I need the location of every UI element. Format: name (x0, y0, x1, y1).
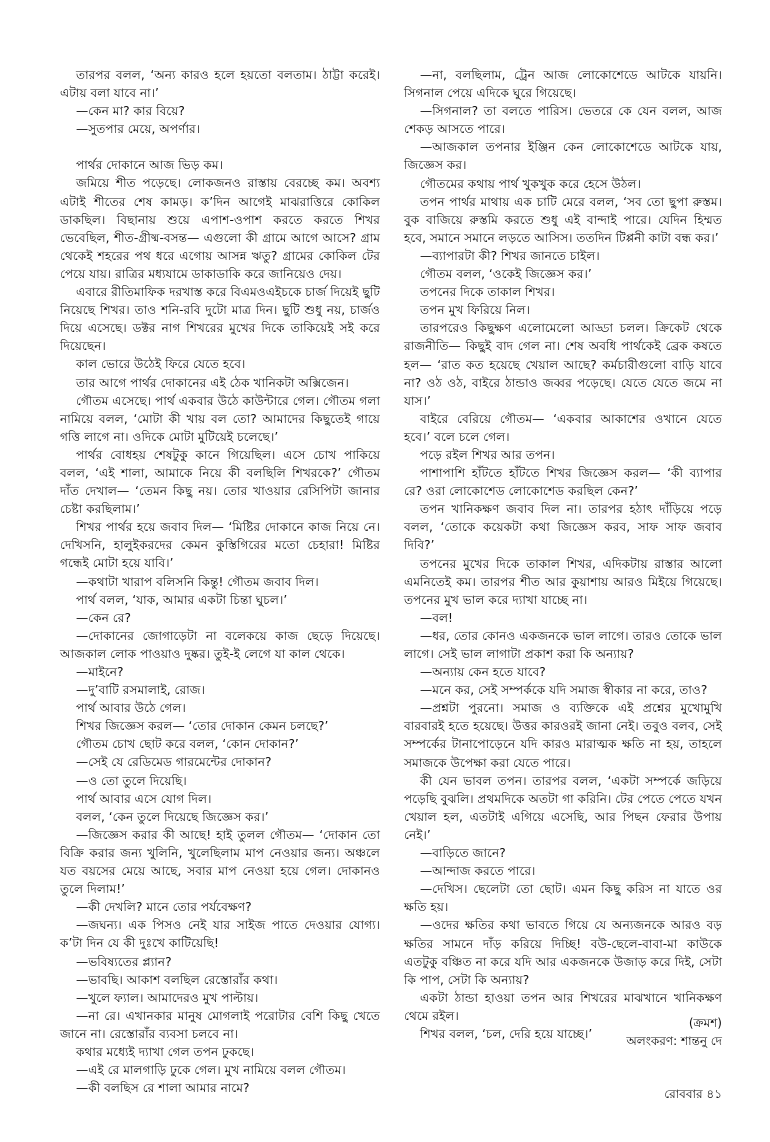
paragraph: পড়ে রইল শিখর আর তপন। (420, 447, 555, 462)
paragraph: গৌতম এসেছে। পার্থ একবার উঠে কাউন্টারে গেল। গৌতম গলা নামিয়ে বলল, ‘মোটা কী খায় বল তো? আমাদের কিছুতেই গায়ে গত্তি লাগে না। ওদিকে মোটা মুটিয়েই চলেছে।’ (60, 393, 380, 444)
paragraph: তারপর বলল, ‘অন্য কারও হলে হয়তো বলতাম। ঠাট্টা করেই। এটায় বলা যাবে না।’ (60, 68, 380, 101)
paragraph: —সিগনাল? তা বলতে পারিস। ভেতরে কে যেন বলল, আজ শেকড় আসতে পারে। (404, 104, 722, 137)
paragraph: পার্থর দোকানে আজ ভিড় কম। (76, 158, 224, 173)
paragraph: —ধর, তোর কোনও একজনকে ভাল লাগে। তারও তোকে ভাল লাগে। সেই ভাল লাগাটা প্রকাশ করা কি অন্যায়? (404, 628, 722, 661)
paragraph: তার আগে পার্থর দোকানের এই ঠেক খানিকটা অক্সিজেন। (76, 375, 349, 390)
paragraph: জমিয়ে শীত পড়েছে। লোকজনও রাস্তায় বেরচ্ছে কম। অবশ্য এটাই শীতের শেষ কামড়। ক’দিন আগেই মাঝরাত্তিরে কোকিল ডাকছিল। বিছানায় শুয়ে এপাশ-ওপাশ করতে করতে শিখর ভেবেছিল, শীত-গ্রীষ্ম-বসন্ত— এগুলো কী গ্রামে আগে আসে? গ্রাম থেকেই শহরের পথ ধরে এগোয় আসন্ন ঋতু? গ্রামের কোকিল টের পেয়ে যায়। রাত্রির মধ্যযামে ডাকাডাকি করে জানিয়েও দেয়। (60, 176, 380, 281)
paragraph: একটা ঠান্ডা হাওয়া তপন আর শিখরের মাঝখানে খানিকক্ষণ থেমে রইল। (404, 990, 722, 1023)
paragraph: —না রে। এখানকার মানুষ মোগলাই পরোটার বেশি কিছু খেতে জানে না। রেস্তোরাঁর ব্যবসা চলবে না। (60, 1008, 380, 1041)
paragraph: পার্থ আবার উঠে গেল। (76, 701, 186, 716)
paragraph: শিখর জিজ্ঞেস করল— ‘তোর দোকান কেমন চলছে?’ (76, 719, 329, 734)
paragraph: —ভাবছি। আকাশ বলছিল রেস্তোরাঁর কথা। (76, 972, 278, 987)
paragraph: কথার মধ্যেই দ্যাখা গেল তপন ঢুকছে। (76, 1044, 255, 1059)
paragraph: তপন পার্থর মাথায় এক চাটি মেরে বলল, ‘সব তো ছুপা রুস্তম। বুক বাজিয়ে রুস্তমি করতে শুধু এই বান্দাই পারে। যেদিন হিম্মত হবে, সমানে সমানে লড়তে আসিস। ততদিন টিপ্পনী কাটা বন্ধ কর।’ (404, 194, 722, 245)
paragraph: গৌতম চোখ ছোট করে বলল, ‘কোন দোকান?’ (76, 737, 299, 752)
paragraph: —দু’বাটি রসমালাই, রোজ। (76, 683, 205, 698)
paragraph: —ব্যাপারটা কী? শিখর জানতে চাইল। (420, 248, 600, 263)
paragraph: —কেন মা? কার বিয়ে? (76, 104, 185, 119)
paragraph: কাল ভোরে উঠেই ফিরে যেতে হবে। (76, 357, 246, 372)
paragraph: —কী বলছিস রে শালা আমার নামে? (76, 1081, 250, 1096)
paragraph: —কথাটা খারাপ বলিসনি কিন্তু! গৌতম জবাব দিল। (76, 574, 319, 589)
paragraph: এবারে রীতিমাফিক দরখাস্ত করে বিএমওএইচকে চার্জ দিয়েই ছুটি নিয়েছে শিখর। তাও শনি-রবি দুটো মাত্র দিন। ছুটি শুধু নয়, চার্জও দিয়ে এসেছে। ডক্টর নাগ শিখরের মুখের দিকে তাকিয়েই সই করে দিয়েছেন। (60, 285, 380, 354)
credit-block (404, 1014, 722, 1050)
paragraph: কী যেন ভাবল তপন। তারপর বলল, ‘একটা সম্পর্কে জড়িয়ে পড়েছি বুঝলি। প্রথমদিকে অতটা গা করিনি। টের পেতে পেতে যখন খেয়াল হল, এতটাই এগিয়ে এসেছি, আর পিছন ফেরার উপায় নেই।’ (404, 773, 722, 842)
paragraph: —এই রে মালগাড়ি ঢুকে গেল। মুখ নামিয়ে বলল গৌতম। (76, 1063, 346, 1078)
paragraph: বাইরে বেরিয়ে গৌতম— ‘একবার আকাশের ওখানে যেতে হবে।’ বলে চলে গেল। (404, 411, 722, 444)
paragraph: গৌতম বলল, ‘ওকেই জিজ্ঞেস কর।’ (420, 267, 592, 282)
paragraph: —প্রশ্নটা পুরনো। সমাজ ও ব্যক্তিকে এই প্রশ্নের মুখোমুখি বারবারই হতে হয়েছে। উত্তর কারওরই জানা নেই। তবুও বলব, সেই সম্পর্কের টানাপোড়েনে যদি কারও মারাত্মক ক্ষতি না হয়, তাহলে সমাজকে উপেক্ষা করা যেতে পারে। (404, 701, 722, 770)
paragraph: —মাইনে? (76, 665, 124, 679)
paragraph: তপনের মুখের দিকে তাকাল শিখর, এদিকটায় রাস্তার আলো এমনিতেই কম। তারপর শীত আর কুয়াশায় আরও মিইয়ে গিয়েছে। তপনের মুখ ভাল করে দ্যাখা যাচ্ছে না। (404, 556, 722, 607)
paragraph: —ও তো তুলে দিয়েছি। (76, 773, 187, 788)
paragraph: —জিজ্ঞেস করার কী আছে! হাই তুলল গৌতম— ‘দোকান তো বিক্রি করার জন্য খুলিনি, খুলেছিলাম মাপ নেওয়ার জন্য। অঞ্চলে যত বয়সের মেয়ে আছে, সবার মাপ নেওয়া হয়ে গেল। দোকানও তুলে দিলাম!’ (60, 827, 380, 897)
paragraph: —দোকানের জোগাড়েটা না বলেকয়ে কাজ ছেড়ে দিয়েছে। আজকাল লোক পাওয়াও দুষ্কর। তুই-ই লেগে যা কাল থেকে। (60, 628, 380, 661)
paragraph: —কেন রে? (76, 610, 131, 625)
paragraph: পার্থ আবার এসে যোগ দিল। (76, 791, 212, 806)
paragraph: —আজকাল তপনার ইঞ্জিন কেন লোকোশেডে আটকে যায়, জিজ্ঞেস কর। (404, 140, 722, 173)
paragraph: পার্থর বোধহয় শেষটুকু কানে গিয়েছিল। এসে চোখ পাকিয়ে বলল, ‘এই শালা, আমাকে নিয়ে কী বলছিলি শিখরকে?’ গৌতম দাঁত দেখাল— ‘তেমন কিছু নয়। তোর খাওয়ার রেসিপিটা জানার চেষ্টা করছিলাম।’ (60, 447, 380, 517)
paragraph: তপনের দিকে তাকাল শিখর। (420, 285, 555, 300)
paragraph: তপন মুখ ফিরিয়ে নিল। (420, 303, 530, 318)
paragraph: —খুলে ফ্যাল। আমাদেরও মুখ পাল্টায়। (76, 990, 259, 1005)
paragraph: —ওদের ক্ষতির কথা ভাবতে গিয়ে যে অন্যজনকে আরও বড় ক্ষতির সামনে দাঁড় করিয়ে দিচ্ছি! বউ-ছেলে-বাবা-মা কাউকে এতটুকু বঞ্চিত না করে যদি আর একজনকে উজাড় করে দিই, সেটা কি পাপ, সেটা কি অন্যায়? (404, 918, 722, 987)
right-text-column (404, 66, 722, 1043)
paragraph: পার্থ বলল, ‘যাক, আমার একটা চিন্তা ঘুচল।’ (76, 592, 288, 607)
page-footer: রোববার ৪১ (664, 1087, 722, 1101)
paragraph: শিখর বলল, ‘চল, দেরি হয়ে যাচ্ছে।’ (420, 1026, 593, 1041)
paragraph: —সুতপার মেয়ে, অপর্ণার। (76, 122, 201, 137)
paragraph: —সেই যে রেডিমেড গারমেন্টের দোকান? (76, 755, 272, 770)
left-text-column (60, 66, 380, 1097)
paragraph: —কী দেখলি? মানে তোর পর্যবেক্ষণ? (76, 900, 252, 915)
paragraph: —মনে কর, সেই সম্পর্ককে যদি সমাজ স্বীকার না করে, তাও? (420, 683, 708, 698)
paragraph: পাশাপাশি হাঁটতে হাঁটতে শিখর জিজ্ঞেস করল— ‘কী ব্যাপার রে? ওরা লোকোশেড লোকোশেড করছিল কেন?’ (404, 466, 722, 499)
paragraph: তারপরেও কিছুক্ষণ এলোমেলো আড্ডা চলল। ক্রিকেট থেকে রাজনীতি— কিছুই বাদ গেল না। শেষ অবধি পার্থকেই ব্রেক কষতে হল— ‘রাত কত হয়েছে খেয়াল আছে? কর্মচারীগুলো বাড়ি যাবে না? ওঠ ওঠ, বাইরে ঠান্ডাও জব্বর পড়েছে। যেতে যেতে জমে না যাস।’ (404, 321, 722, 408)
paragraph: গৌতমের কথায় পার্থ খুকখুক করে হেসে উঠল। (420, 176, 641, 191)
continued-label: (ক্রমশ) (688, 1016, 722, 1030)
paragraph: —ভবিষ্যতের প্ল্যান? (76, 954, 172, 969)
paragraph: —বাড়িতে জানে? (420, 846, 506, 861)
illustration-credit: অলংকরণ: শান্তনু দে (626, 1034, 722, 1048)
paragraph: —বল! (420, 610, 453, 625)
paragraph: তপন খানিকক্ষণ জবাব দিল না। তারপর হঠাৎ দাঁড়িয়ে পড়ে বলল, ‘তোকে কয়েকটা কথা জিজ্ঞেস করব, সাফ সাফ জবাব দিবি?’ (404, 502, 722, 553)
paragraph: শিখর পার্থর হয়ে জবাব দিল— ‘মিষ্টির দোকানে কাজ নিয়ে নে। দেখিসনি, হালুইকরদের কেমন কুস্তিগিরের মতো চেহারা! মিষ্টির গন্ধেই মোটা হয়ে যাবি।’ (60, 520, 380, 571)
paragraph: —অন্যায় কেন হতে যাবে? (420, 665, 546, 680)
paragraph: বলল, ‘কেন তুলে দিয়েছে জিজ্ঞেস কর।’ (76, 809, 269, 824)
paragraph: —দেখিস। ছেলেটা তো ছোট। এমন কিছু করিস না যাতে ওর ক্ষতি হয়। (404, 882, 722, 915)
paragraph: —জঘন্য। এক পিসও নেই যার সাইজ পাতে দেওয়ার যোগ্য। ক’টা দিন যে কী দুঃখে কাটিয়েছি! (60, 918, 380, 951)
paragraph: —না, বলছিলাম, ট্রেন আজ লোকোশেডে আটকে যায়নি। সিগনাল পেয়ে এদিকে ঘুরে গিয়েছে। (404, 68, 722, 101)
paragraph: —আন্দাজ করতে পারে। (420, 864, 536, 879)
